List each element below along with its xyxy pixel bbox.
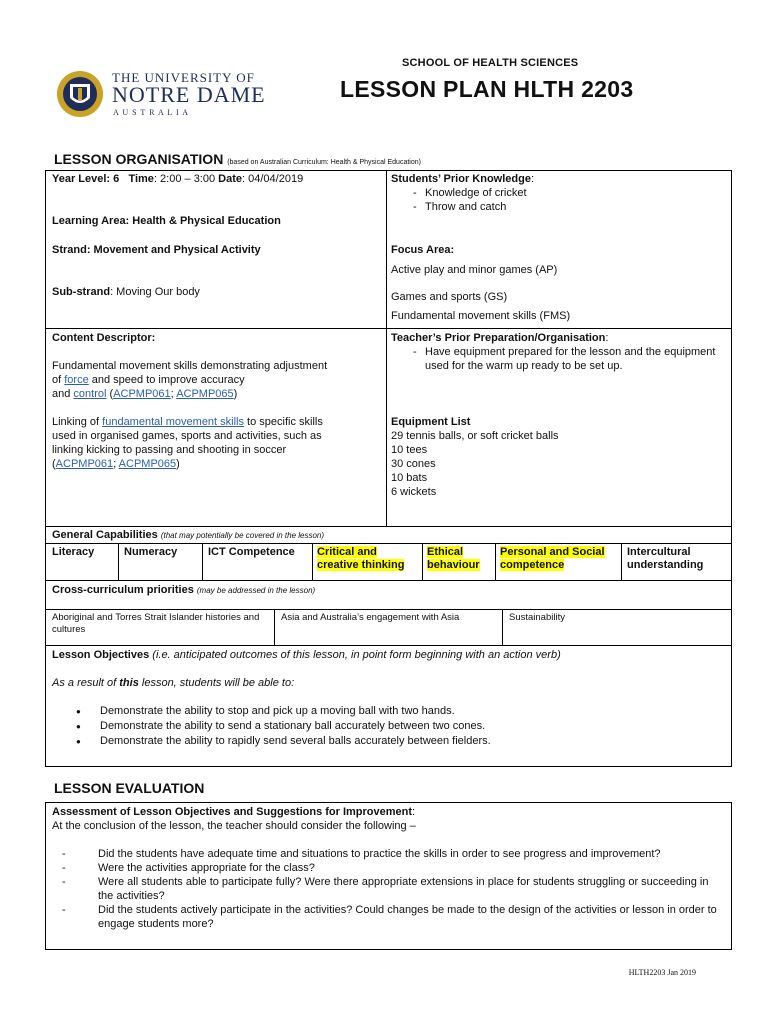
acpmp061-link[interactable]: ACPMP061 [55,458,114,470]
content-descriptor-label: Content Descriptor: [52,332,156,344]
acpmp065-link[interactable]: ACPMP065 [118,458,177,470]
cd-text: of [52,374,65,386]
date-value: : 04/04/2019 [242,173,304,185]
fms-link[interactable]: fundamental movement skills [102,416,244,428]
capability-ethical [427,546,491,572]
evaluation-item: - Were all students able to participate fully? Were there appropriate extensions in place for students struggling or succeeding in the activities? [52,875,724,903]
cd-line: Fundamental movement skills demonstrating adjustment [52,360,328,372]
cross-curriculum-heading [52,583,315,598]
capability-personal-social [500,546,618,572]
control-link[interactable]: control [73,388,107,400]
objective-item: ● Demonstrate the ability to rapidly send several balls accurately between fielders. [52,734,722,749]
capability-ict: ICT Competence [208,546,295,558]
acpmp061-link[interactable]: ACPMP061 [113,388,171,400]
university-name-line2: NOTRE DAME [112,82,266,107]
content-descriptor-paragraph-1 [52,359,382,401]
objectives-heading [52,648,561,662]
learning-area: Learning Area: Health & Physical Education [52,215,281,227]
evaluation-heading: LESSON EVALUATION [54,780,205,796]
evaluation-label: Assessment of Lesson Objectives and Suggestions for Improvement [52,806,413,818]
university-name-line1: THE UNIVERSITY OF [112,70,255,85]
cd-text: ) [233,388,238,400]
prep-item: - Have equipment prepared for the lesson and the equipment used for the warm up ready to be set up. [403,345,725,373]
evaluation-colon: : [412,806,416,818]
equipment-item: 6 wickets [391,486,437,498]
sub-strand [52,285,200,299]
sub-strand-label: Sub-strand [52,286,111,298]
intro-text: lesson, students will be able to: [138,677,295,689]
evaluation-item: - Were the activities appropriate for the class? [52,861,724,875]
prior-knowledge-item: - Knowledge of cricket [403,186,721,200]
organisation-heading [54,151,421,167]
cd-text: ( [106,388,114,400]
cd-text: to specific skills [244,416,323,428]
year-time-date [52,172,303,186]
objective-item: ● Demonstrate the ability to send a stationary ball accurately between two cones. [52,719,722,734]
objectives-list [52,704,722,749]
university-name-line3: A U S T R A L I A [113,108,189,117]
cd-text: ; [113,458,119,470]
focus-area-item: Fundamental movement skills (FMS) [391,310,571,322]
equipment-item: 30 cones [391,458,436,470]
ccp-note: (may be addressed in the lesson) [196,586,316,595]
date-label: Date [218,173,243,185]
intro-emphasis: this [119,677,139,689]
year-level: Year Level: 6 [52,173,120,185]
capability-text: Personal and Social competence [500,546,605,571]
organisation-heading-text: LESSON ORGANISATION [54,151,224,167]
equipment-list [391,415,559,499]
objectives-intro [52,676,294,690]
prep-label: Teacher’s Prior Preparation/Organisation [391,332,606,344]
prior-knowledge [391,172,721,214]
priority-sustainability: Sustainability [509,612,565,623]
gc-note: (that may potentially be covered in the lesson) [160,531,325,540]
time-value: : 2:00 – 3:00 [153,173,216,185]
capability-text: Ethical behaviour [427,546,480,571]
focus-area-item: Active play and minor games (AP) [391,264,558,276]
capability-text: Critical and creative thinking [317,546,405,571]
objectives-label: Lesson Objectives [52,649,150,661]
cd-line: linking kicking to passing and shooting in soccer [52,444,287,456]
capability-literacy: Literacy [52,546,95,558]
equipment-item: 10 tees [391,444,428,456]
teacher-preparation [391,331,725,373]
objective-item: ● Demonstrate the ability to stop and pick up a moving ball with two hands. [52,704,722,719]
focus-area-label: Focus Area: [391,244,455,256]
content-descriptor-paragraph-2 [52,415,382,471]
ccp-label: Cross-curriculum priorities [52,584,194,596]
gc-label: General Capabilities [52,529,158,541]
capability-critical-thinking [317,546,417,572]
cd-text: and speed to improve accuracy [88,374,245,386]
strand: Strand: Movement and Physical Activity [52,244,261,256]
cd-text: Linking of [52,416,103,428]
prep-colon: : [605,332,609,344]
equipment-item: 29 tennis balls, or soft cricket balls [391,430,559,442]
prior-knowledge-colon: : [530,173,535,185]
intro-text: As a result of [52,677,120,689]
sub-strand-value: : Moving Our body [110,286,200,298]
focus-area-item: Games and sports (GS) [391,291,508,303]
prior-knowledge-label: Students’ Prior Knowledge [391,173,531,185]
priority-aboriginal: Aboriginal and Torres Strait Islander histories and cultures [52,612,260,635]
general-capabilities-heading [52,528,324,543]
objectives-note: (i.e. anticipated outcomes of this lesson, in point form beginning with an action verb) [152,649,561,661]
time-label: Time [128,173,154,185]
prior-knowledge-item: - Throw and catch [403,200,721,214]
equipment-item: 10 bats [391,472,428,484]
evaluation-content [52,805,724,931]
acpmp065-link[interactable]: ACPMP065 [176,388,234,400]
priority-asia: Asia and Australia’s engagement with Asia [281,612,460,623]
university-logo [56,70,266,120]
cd-line: used in organised games, sports and activities, such as [52,430,322,442]
cd-text: and [52,388,74,400]
evaluation-item: - Did the students actively participate in the activities? Could changes be made to the design of the activities or lesson in order to engage students more? [52,903,724,931]
cd-text: ) [176,458,180,470]
page-title: LESSON PLAN HLTH 2203 [340,76,634,102]
cd-text: ; [170,388,177,400]
school-name: SCHOOL OF HEALTH SCIENCES [402,57,579,69]
capability-numeracy: Numeracy [124,546,178,558]
evaluation-intro: At the conclusion of the lesson, the teacher should consider the following – [52,820,416,832]
evaluation-item: - Did the students have adequate time and situations to practice the skills in order to see progress and improvement? [52,847,724,861]
footer-code: HLTH2203 Jan 2019 [628,968,696,977]
equipment-label: Equipment List [391,416,471,428]
force-link[interactable]: force [64,374,89,386]
capability-intercultural: Intercultural understanding [627,546,704,571]
cd-text: ( [52,458,56,470]
organisation-heading-note: (based on Australian Curriculum: Health & Physical Education) [227,159,421,166]
